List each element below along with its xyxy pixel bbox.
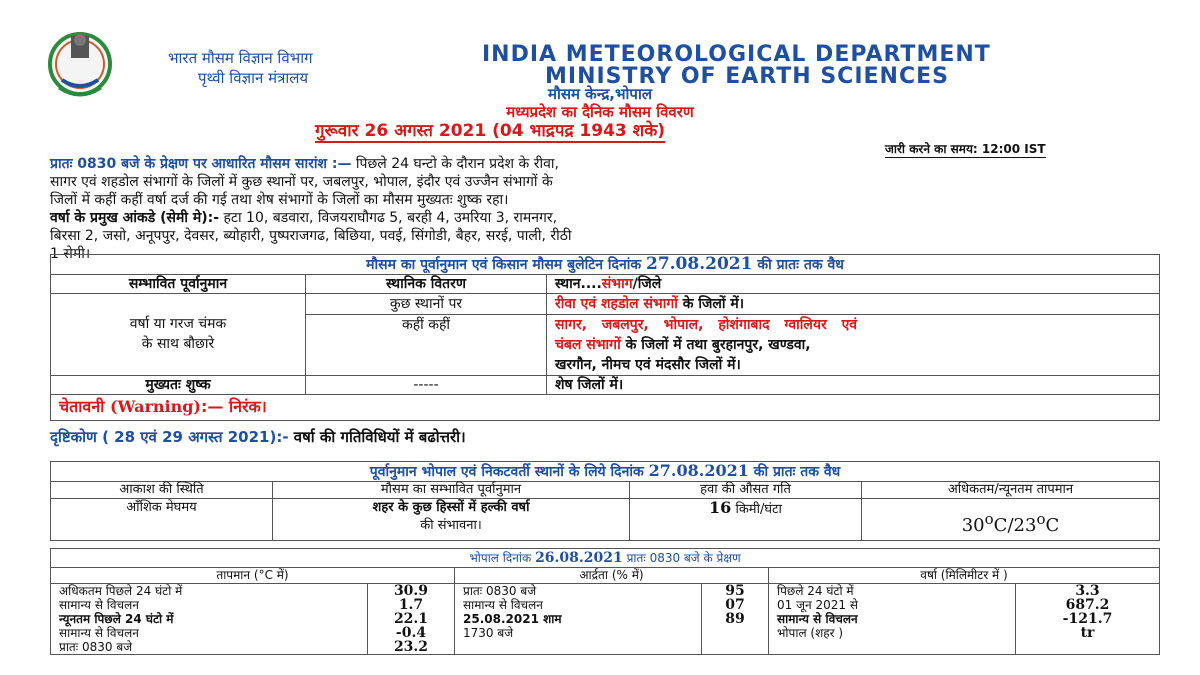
obs-title-date: 26.08.2021 (535, 550, 623, 566)
temp-value-4: 23.2 (393, 639, 429, 655)
outlook-value: वर्षा की गतिविधियों में बढोत्तरी। (293, 428, 466, 446)
rain-forecast-label-2: के साथ बौछारे (141, 336, 215, 352)
temp-label-1: सामान्य से विचलन (59, 598, 139, 612)
summary-line-1: पिछले 24 घन्टो के दौरान प्रदेश के रीवा, (355, 156, 559, 172)
humidity-label-2: 25.08.2021 शाम (463, 612, 562, 626)
forecast-table (50, 254, 1160, 421)
temp-value-2: 22.1 (393, 611, 429, 627)
weather-line-2: की संभावना। (420, 518, 482, 533)
rain-line-3: 1 सेमी। (50, 246, 91, 262)
issue-time: जारी करने का समय: 12:00 IST (885, 142, 1046, 156)
temp-value-1: 1.7 (398, 597, 424, 613)
row3-distribution: ----- (306, 376, 547, 395)
temp-separator: / (1007, 515, 1014, 536)
max-temp: 30 (961, 515, 985, 536)
rain-forecast-label-1: वर्षा या गरज चंमक (129, 316, 227, 332)
row3-places: शेष जिलों में। (547, 376, 1160, 395)
observation-table (50, 548, 1160, 655)
row1-places-red: रीवा एवं शहडोल संभागों (555, 296, 678, 312)
hindi-ministry: पृथ्वी विज्ञान मंत्रालय (198, 69, 309, 87)
max-temp-degree: o (984, 510, 994, 528)
summary-heading: प्रातः 0830 बजे के प्रेक्षण पर आधारित मौसम सारांश :— (50, 156, 352, 172)
forecast-title-suffix: की प्रातः तक वैध (757, 257, 844, 273)
min-temp-degree: o (1036, 510, 1046, 528)
humidity-section-header: आर्द्रता (% में) (455, 568, 769, 584)
row2-line-2-black: के जिलों में तथा बुरहानपुर, खण्डवा, (625, 337, 811, 353)
english-ministry: MINISTRY OF EARTH SCIENCES (545, 64, 949, 89)
summary-line-2: सागर एवं शहडोल संभागों के जिलों में कुछ स्थानों पर, जबलपुर, भोपाल, इंदौर एवं उज्जैन संभागों के (50, 174, 553, 190)
row1-distribution: कुछ स्थानों पर (306, 294, 547, 315)
rain-label-2: सामान्य से विचलन (777, 612, 858, 626)
header-sky: आकाश की स्थिति (51, 482, 273, 499)
row3-forecast: मुख्यतः शुष्क (51, 376, 306, 395)
rain-line-2: बिरसा 2, जसो, अनूपपुर, देवसर, ब्योहारी, पुष्पराजगढ, बिछिया, पवई, सिंगोडी, बैहर, सरई, पाली, रीठी (50, 228, 572, 244)
report-title: मध्यप्रदेश का दैनिक मौसम विवरण (506, 103, 694, 121)
temp-label-2: न्यूनतम पिछले 24 घंटो में (59, 612, 174, 626)
row1-places-black: के जिलों में। (682, 296, 745, 312)
temp-value-0: 30.9 (393, 583, 429, 599)
rain-section-header: वर्षा (मिलिमीटर में ) (769, 568, 1160, 584)
rain-line-1: हटा 10, बडवारा, विजयराघौगढ 5, बरही 4, उमरिया 3, रामनगर, (223, 210, 558, 226)
outlook-label: दृष्टिकोण ( 28 एवं 29 अगस्त 2021):- (50, 428, 289, 446)
warning-english: (Warning) (109, 397, 201, 416)
row2-line-1: सागर, जबलपुर, भोपाल, होशंगाबाद ग्वालियर एवं (555, 317, 858, 333)
bhopal-title-suffix: की प्रातः तक वैध (753, 464, 841, 480)
temp-value-3: -0.4 (395, 625, 427, 641)
sky-condition: आँशिक मेघमय (51, 499, 273, 541)
rain-label-3: भोपाल (शहर ) (777, 626, 844, 640)
humidity-value-2: 89 (725, 611, 745, 627)
obs-title-prefix: भोपाल दिनांक (469, 551, 532, 565)
header-temperature: अधिकतम/न्यूनतम तापमान (862, 482, 1160, 499)
col-header-division: संभाग (601, 276, 633, 292)
temp-label-0: अधिकतम पिछले 24 घंटो में (59, 584, 183, 598)
date-line: गुरूवार 26 अगस्त 2021 (04 भाद्रपद्र 1943 शके) (315, 121, 666, 141)
warning-hindi: चेतावनी (59, 397, 105, 416)
row2-distribution: कहीं कहीं (306, 315, 547, 376)
wind-value: 16 (709, 498, 732, 517)
forecast-title-prefix: मौसम का पूर्वानुमान एवं किसान मौसम बुलेटिन दिनांक (366, 257, 642, 273)
bhopal-title-prefix: पूर्वानुमान भोपाल एवं निकटवर्ती स्थानों के लिये दिनांक (369, 464, 644, 480)
temp-section-header: तापमान (°C में) (51, 568, 455, 584)
forecast-title-date: 27.08.2021 (645, 254, 753, 274)
humidity-label-1: सामान्य से विचलन (463, 598, 543, 612)
rain-heading: वर्षा के प्रमुख आंकडे (सेमी मे):- (50, 210, 220, 226)
summary-line-3: जिलों में कहीं कहीं वर्षा दर्ज की गई तथा शेष संभागों के जिलों का मौसम मुख्यतः शुष्क रहा। (50, 192, 509, 208)
row2-line-3: खरगौन, नीमच एवं मंदसौर जिलों में। (555, 357, 741, 373)
min-temp: 23 (1013, 515, 1037, 536)
temp-label-4: प्रातः 0830 बजे (59, 640, 133, 654)
header-wind: हवा की औसत गति (630, 482, 862, 499)
humidity-label-0: प्रातः 0830 बजे (463, 584, 537, 598)
english-dept: INDIA METEOROLOGICAL DEPARTMENT (482, 42, 991, 67)
humidity-label-3: 1730 बजे (463, 626, 514, 640)
row2-line-2-red: चंबल संभागों (555, 337, 621, 353)
col-header-forecast: सम्भावित पूर्वानुमान (51, 275, 306, 294)
hindi-dept: भारत मौसम विज्ञान विभाग (168, 49, 313, 67)
warning-value: :— निरंक। (200, 397, 267, 416)
rain-value-1: 687.2 (1065, 597, 1110, 613)
centre-name: मौसम केन्द्र,भोपाल (547, 85, 652, 103)
weather-line-1: शहर के कुछ हिस्सों में हल्की वर्षा (372, 500, 530, 515)
rain-value-2: -121.7 (1062, 611, 1113, 627)
col-header-distribution: स्थानिक वितरण (306, 275, 547, 294)
humidity-value-0: 95 (725, 583, 745, 599)
humidity-value-1: 07 (725, 597, 745, 613)
rain-label-1: 01 जून 2021 से (777, 598, 858, 612)
min-temp-unit: C (1045, 515, 1060, 536)
header-weather: मौसम का सम्भावित पूर्वानुमान (273, 482, 630, 499)
rain-value-3: tr (1080, 625, 1095, 641)
rain-label-0: पिछले 24 घंटो में (777, 584, 854, 598)
col-header-districts: /जिले (632, 276, 662, 292)
col-header-places: स्थान.... (555, 276, 602, 292)
max-temp-unit: C (993, 515, 1008, 536)
obs-title-suffix: प्रातः 0830 बजे के प्रेक्षण (626, 551, 741, 565)
bhopal-forecast-table (50, 461, 1160, 541)
wind-unit: किमी/घंटा (735, 502, 782, 517)
bhopal-title-date: 27.08.2021 (648, 461, 749, 480)
rain-value-0: 3.3 (1075, 583, 1100, 599)
temp-label-3: सामान्य से विचलन (59, 626, 139, 640)
